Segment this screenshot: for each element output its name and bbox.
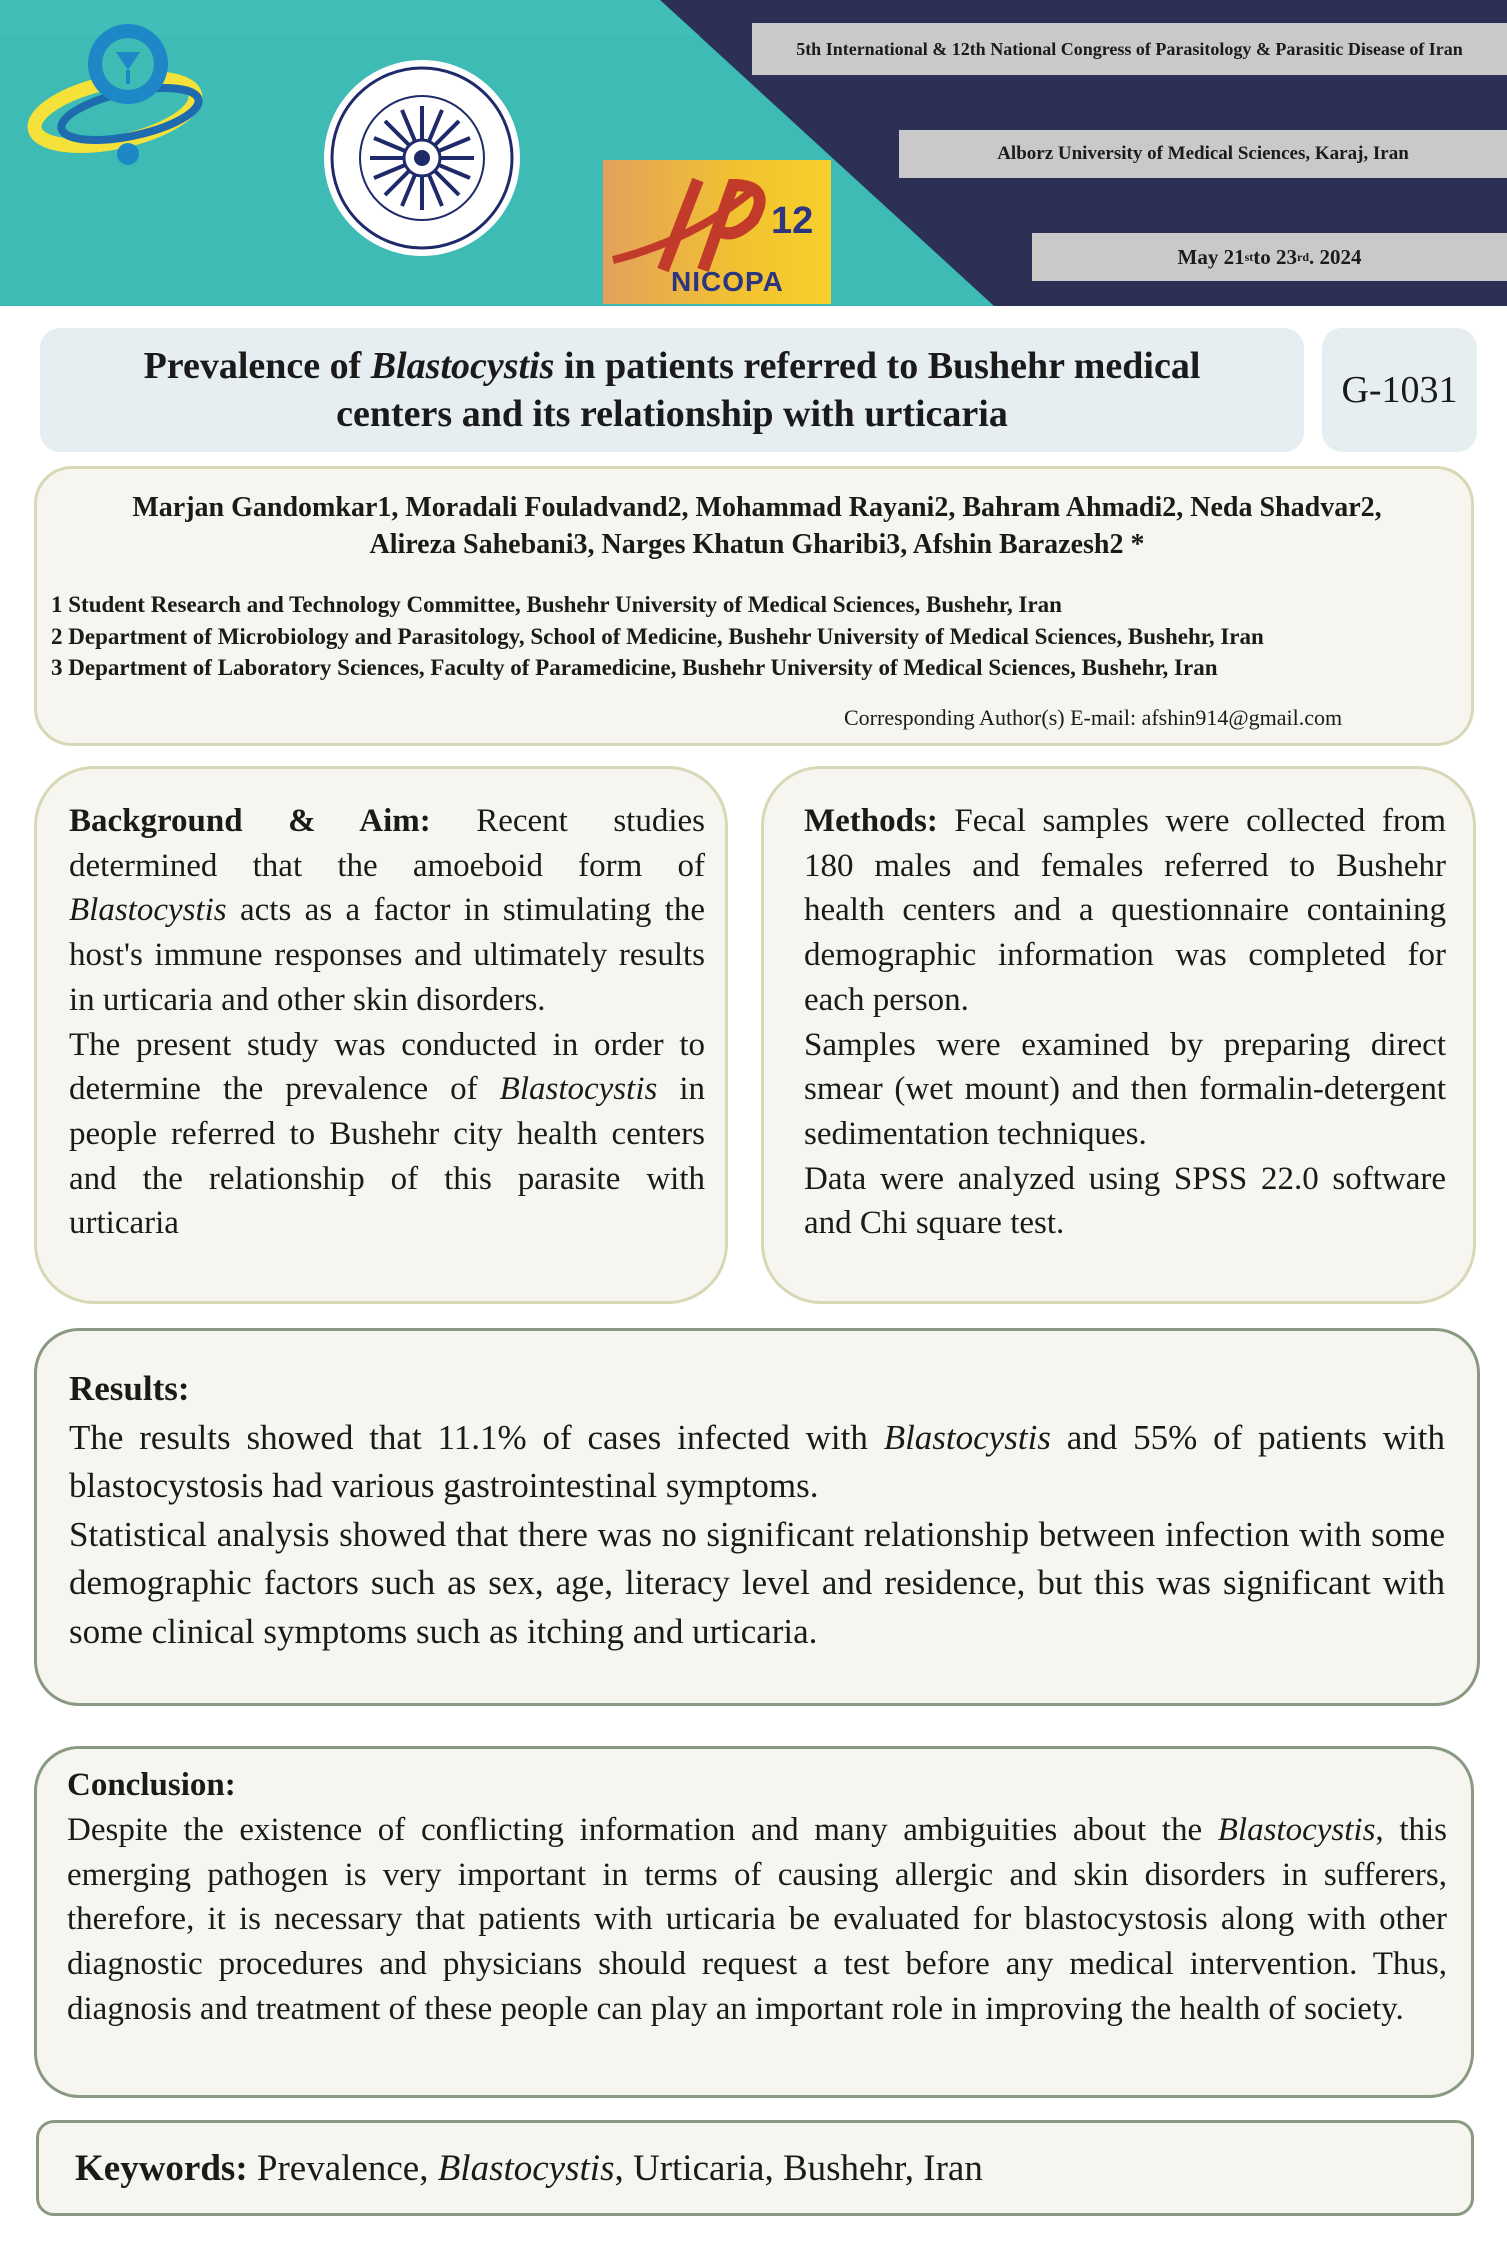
background-paragraph-1 — [69, 799, 705, 1023]
date-sup-st: st — [1244, 249, 1254, 264]
date-prefix: May 21 — [1177, 244, 1245, 269]
background-p2-italic: Blastocystis — [499, 1071, 658, 1108]
background-panel — [34, 766, 728, 1304]
methods-paragraph-1 — [804, 799, 1446, 1023]
date-mid: to 23 — [1253, 244, 1297, 269]
background-p2-b: in people referred to Bushehr city health centers and the relationship of this parasite with urticaria — [69, 1071, 706, 1242]
background-paragraph-2 — [69, 1023, 705, 1247]
nicopa-logo — [603, 160, 831, 304]
congress-banner: 5th International & 12th National Congress of Parasitology & Parasitic Disease of Iran — [752, 23, 1507, 75]
conclusion-heading: Conclusion: — [67, 1767, 236, 1803]
keywords-panel — [36, 2120, 1474, 2216]
corresponding-email: Corresponding Author(s) E-mail: afshin914@gmail.com — [844, 705, 1343, 730]
background-p1-b: acts as a factor in stimulating the host's immune responses and ultimately results in urticaria and other skin disorders. — [69, 892, 705, 1018]
affiliation-2: 2 Department of Microbiology and Parasitology, School of Medicine, Bushehr University of Medical Sciences, Bushehr, Iran — [51, 623, 1264, 649]
author-list: Marjan Gandomkar1, Moradali Fouladvand2, Mohammad Rayani2, Bahram Ahmadi2, Neda Shadvar2, Alireza Sahebani3, Narges Khatun Gharibi3, Afshin Barazesh2 * — [132, 492, 1382, 560]
page-title — [82, 342, 1262, 438]
conclusion-paragraph — [67, 1808, 1447, 2032]
society-seal-icon — [322, 58, 522, 258]
keywords-a: Prevalence, — [247, 2148, 438, 2189]
authors-panel — [34, 466, 1474, 746]
title-part1: Prevalence of — [143, 345, 371, 387]
date-banner — [1032, 233, 1507, 281]
methods-panel — [761, 766, 1476, 1304]
results-p1-b: and 55% of patients with blastocystosis had various gastrointestinal symptoms. — [69, 1417, 1445, 1505]
university-banner: Alborz University of Medical Sciences, Karaj, Iran — [899, 130, 1507, 178]
conclusion-panel — [34, 1746, 1474, 2098]
background-p2-a: The present study was conducted in order to determine the prevalence of — [69, 1026, 705, 1108]
methods-paragraph-2: Samples were examined by preparing direct smear (wet mount) and then formalin-detergent sedimentation techniques. — [804, 1026, 1446, 1152]
poster-code: G-1031 — [1322, 328, 1477, 452]
date-sup-rd: rd — [1297, 249, 1309, 264]
results-paragraph-2: Statistical analysis showed that there was no significant relationship between infection with some demographic factors such as sex, age, literacy level and residence, but this was significant with some clinical symptoms such as itching and urticaria. — [69, 1514, 1445, 1651]
results-text — [69, 1365, 1445, 1656]
affiliations — [51, 589, 1471, 684]
background-text — [69, 799, 705, 1246]
keywords-heading: Keywords: — [75, 2148, 248, 2189]
title-box — [40, 328, 1304, 452]
keywords-italic: Blastocystis — [437, 2148, 615, 2189]
title-part2: in patients referred to Bushehr medical centers and its relationship with urticaria — [336, 345, 1201, 435]
methods-p1: Fecal samples were collected from 180 males and females referred to Bushehr health centers and a questionnaire containing demographic information was completed for each person. — [804, 803, 1446, 1018]
conclusion-p-b: , this emerging pathogen is very important in terms of causing allergic and skin disorders in sufferers, therefore, it is necessary that patients with urticaria be evaluated for blastocystosis along with other diagnostic procedures and physicians should request a test before any medical intervention. Thus, diagnosis and treatment of these people can play an important role in improving the health of society. — [67, 1811, 1447, 2027]
conclusion-p-a: Despite the existence of conflicting information and many ambiguities about the — [67, 1811, 1218, 1848]
methods-heading: Methods: — [804, 803, 938, 839]
results-p1-italic: Blastocystis — [883, 1417, 1051, 1457]
affiliation-3: 3 Department of Laboratory Sciences, Faculty of Paramedicine, Bushehr University of Medical Sciences, Bushehr, Iran — [51, 655, 1218, 680]
conclusion-p-italic: Blastocystis — [1217, 1811, 1376, 1848]
methods-paragraph-3: Data were analyzed using SPSS 22.0 software and Chi square test. — [804, 1160, 1446, 1242]
header — [0, 0, 1507, 306]
results-paragraph-1 — [69, 1414, 1445, 1511]
nicopa-number: 12 — [771, 200, 814, 242]
results-p1-a: The results showed that 11.1% of cases infected with — [69, 1417, 884, 1457]
title-italic: Blastocystis — [370, 345, 555, 387]
date-suffix: . 2024 — [1309, 244, 1362, 269]
affiliation-1: 1 Student Research and Technology Committee, Bushehr University of Medical Sciences, Bushehr, Iran — [51, 592, 1062, 617]
conclusion-text — [67, 1763, 1447, 2032]
congress-logo-icon — [20, 14, 230, 174]
background-p1-a: Recent studies determined that the amoeboid form of — [69, 803, 705, 884]
results-heading: Results: — [69, 1369, 190, 1408]
nicopa-text: NICOPA — [671, 266, 784, 297]
keywords-text — [75, 2147, 983, 2190]
keywords-b: , Urticaria, Bushehr, Iran — [614, 2148, 983, 2189]
methods-text — [804, 799, 1446, 1246]
results-panel — [34, 1328, 1480, 1706]
background-heading: Background & Aim: — [69, 803, 431, 839]
background-p1-italic: Blastocystis — [69, 892, 227, 929]
